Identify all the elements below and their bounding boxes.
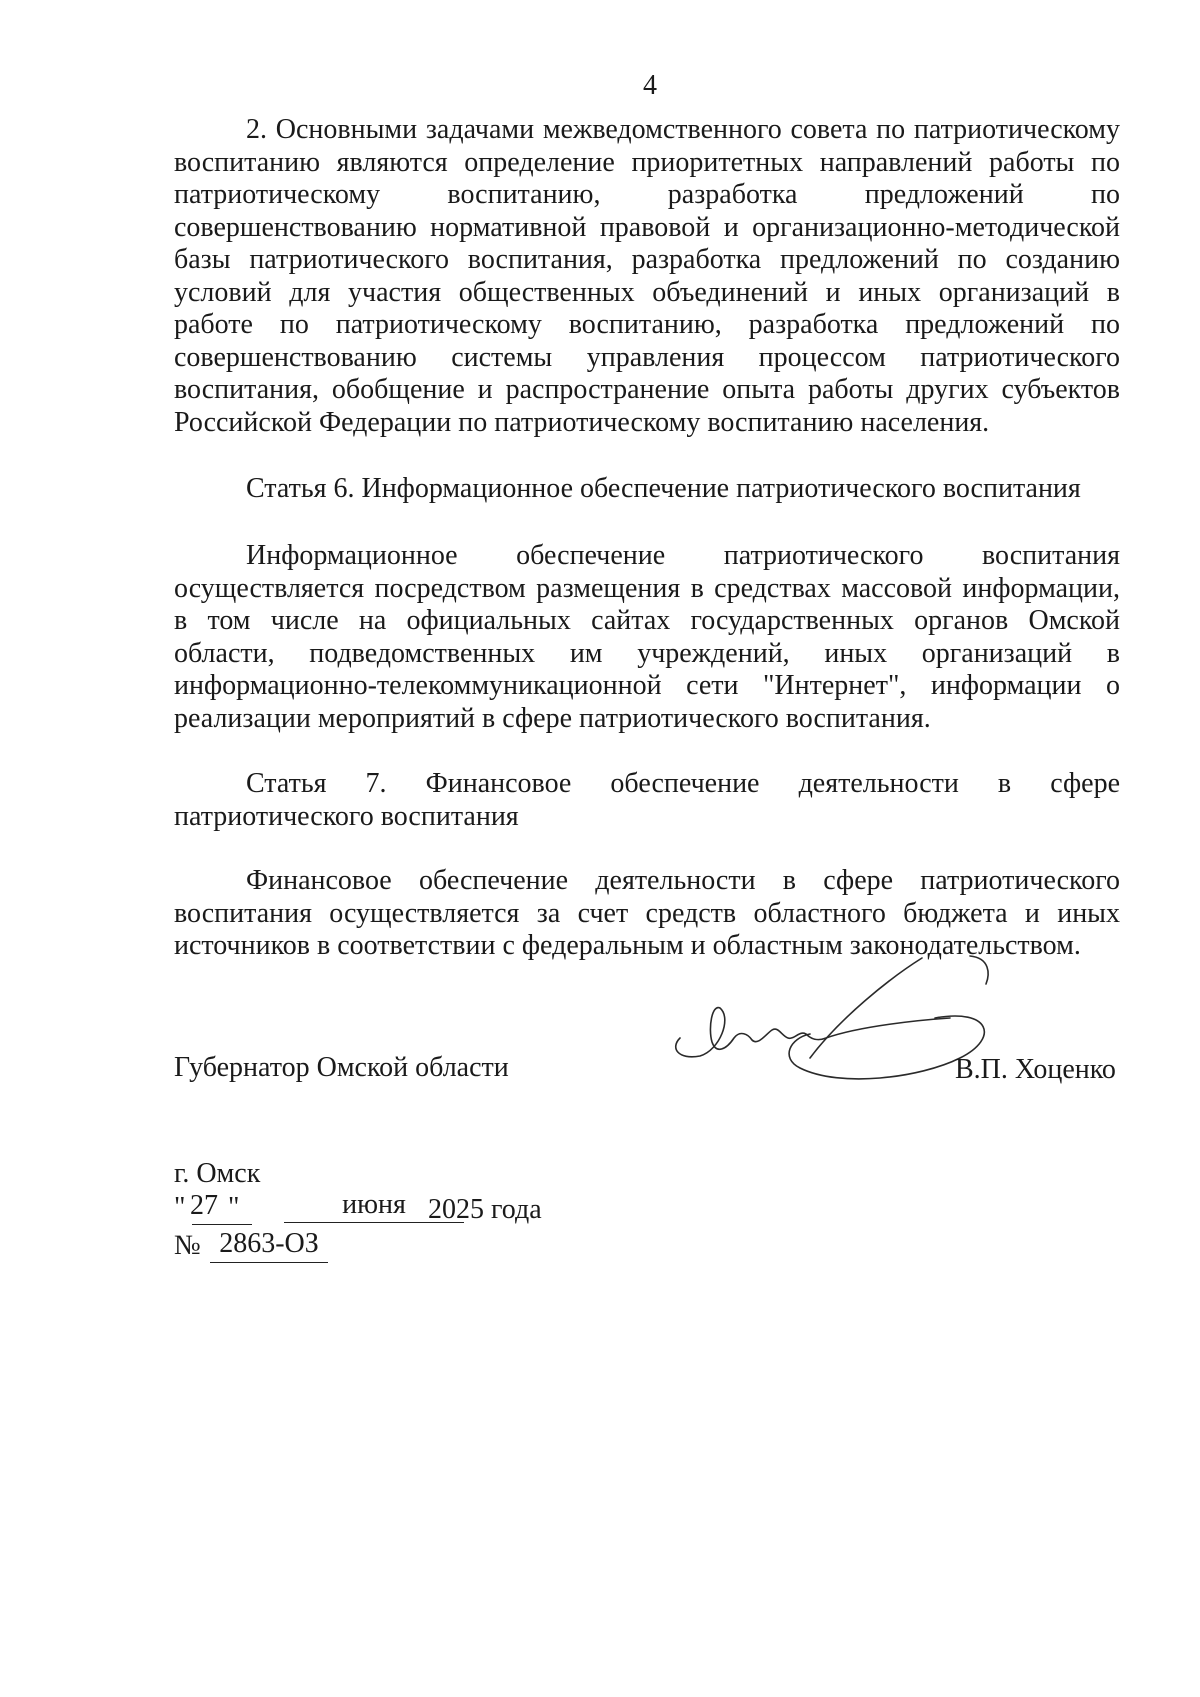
place-of-signing: г. Омск	[174, 1158, 261, 1189]
date-year: 2025 года	[428, 1194, 542, 1225]
law-number-value: 2863-ОЗ	[210, 1228, 328, 1263]
signing-date	[174, 1189, 594, 1228]
paragraph-information-support: Информационное обеспечение патриотического воспитания осуществляется посредством размещения в средствах массовой информации, в том числе на официальных сайтах государственных органов Омской области, подведомственных им учреждений, иных организаций в информационно-телекоммуникационной сети "Интернет", информации о реализации мероприятий в сфере патриотического воспитания.	[174, 540, 1120, 734]
signatory-title: Губернатор Омской области	[174, 1052, 509, 1083]
handwritten-signature	[660, 938, 1080, 1138]
signatory-name: В.П. Хоценко	[955, 1054, 1116, 1085]
law-number	[174, 1228, 474, 1264]
article-7-heading: Статья 7. Финансовое обеспечение деятельности в сфере патриотического воспитания	[174, 768, 1120, 832]
date-month: июня	[284, 1190, 464, 1223]
number-sign: №	[174, 1230, 201, 1261]
date-quote-open: "	[174, 1192, 186, 1223]
date-day: 27	[190, 1190, 218, 1221]
page-number: 4	[643, 70, 657, 101]
date-quote-close: "	[228, 1192, 240, 1223]
paragraph-financial-support: Финансовое обеспечение деятельности в сфере патриотического воспитания осуществляется за счет средств областного бюджета и иных источников в соответствии с федеральным и областным законодательством.	[174, 865, 1120, 961]
date-day-underline	[192, 1224, 252, 1225]
article-6-heading: Статья 6. Информационное обеспечение патриотического воспитания	[246, 473, 1081, 504]
paragraph-council-tasks: 2. Основными задачами межведомственного совета по патриотическому воспитанию являются определение приоритетных направлений работы по патриотическому воспитанию, разработка предложений по совершенствованию нормативной правовой и организационно-методической базы патриотического воспитания, разработка предложений по созданию условий для участия общественных объединений и иных организаций в работе по патриотическому воспитанию, разработка предложений по совершенствованию системы управления процессом патриотического воспитания, обобщение и распространение опыта работы других субъектов Российской Федерации по патриотическому воспитанию населения.	[174, 114, 1120, 438]
